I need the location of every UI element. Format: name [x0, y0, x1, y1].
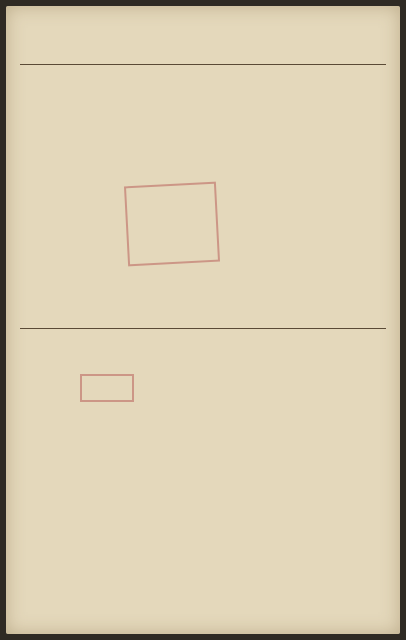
- text-column: [20, 70, 35, 322]
- text-block-bottom: [20, 334, 386, 602]
- text-column: [243, 70, 258, 322]
- text-column: [316, 334, 331, 602]
- text-column: [243, 334, 258, 602]
- text-column: [224, 70, 239, 322]
- text-column: [206, 334, 221, 602]
- text-column: [20, 334, 35, 602]
- text-column: [261, 70, 276, 322]
- section-heading: [177, 334, 193, 602]
- text-column: [316, 70, 331, 322]
- text-column: [224, 334, 239, 602]
- text-column: [352, 70, 367, 322]
- section-divider: [20, 328, 386, 329]
- text-column: [38, 334, 53, 602]
- text-column: [371, 334, 386, 602]
- header-rule: [20, 64, 386, 65]
- text-column: [334, 334, 349, 602]
- library-seal-stamp-small: [80, 374, 134, 402]
- page-header: [20, 42, 386, 62]
- text-column: [38, 70, 53, 322]
- text-column: [279, 70, 294, 322]
- text-column: [371, 70, 386, 322]
- text-column: [279, 334, 294, 602]
- text-column: [148, 334, 163, 602]
- text-column: [75, 70, 90, 322]
- text-column: [298, 70, 313, 322]
- column-gap: [196, 334, 203, 602]
- library-seal-stamp: [124, 182, 220, 267]
- text-column: [352, 334, 367, 602]
- text-column: [334, 70, 349, 322]
- text-column: [57, 70, 72, 322]
- text-column: [57, 334, 72, 602]
- text-column: [298, 334, 313, 602]
- column-gap: [166, 334, 173, 602]
- book-page: [6, 6, 400, 634]
- text-column: [93, 70, 108, 322]
- text-column: [261, 334, 276, 602]
